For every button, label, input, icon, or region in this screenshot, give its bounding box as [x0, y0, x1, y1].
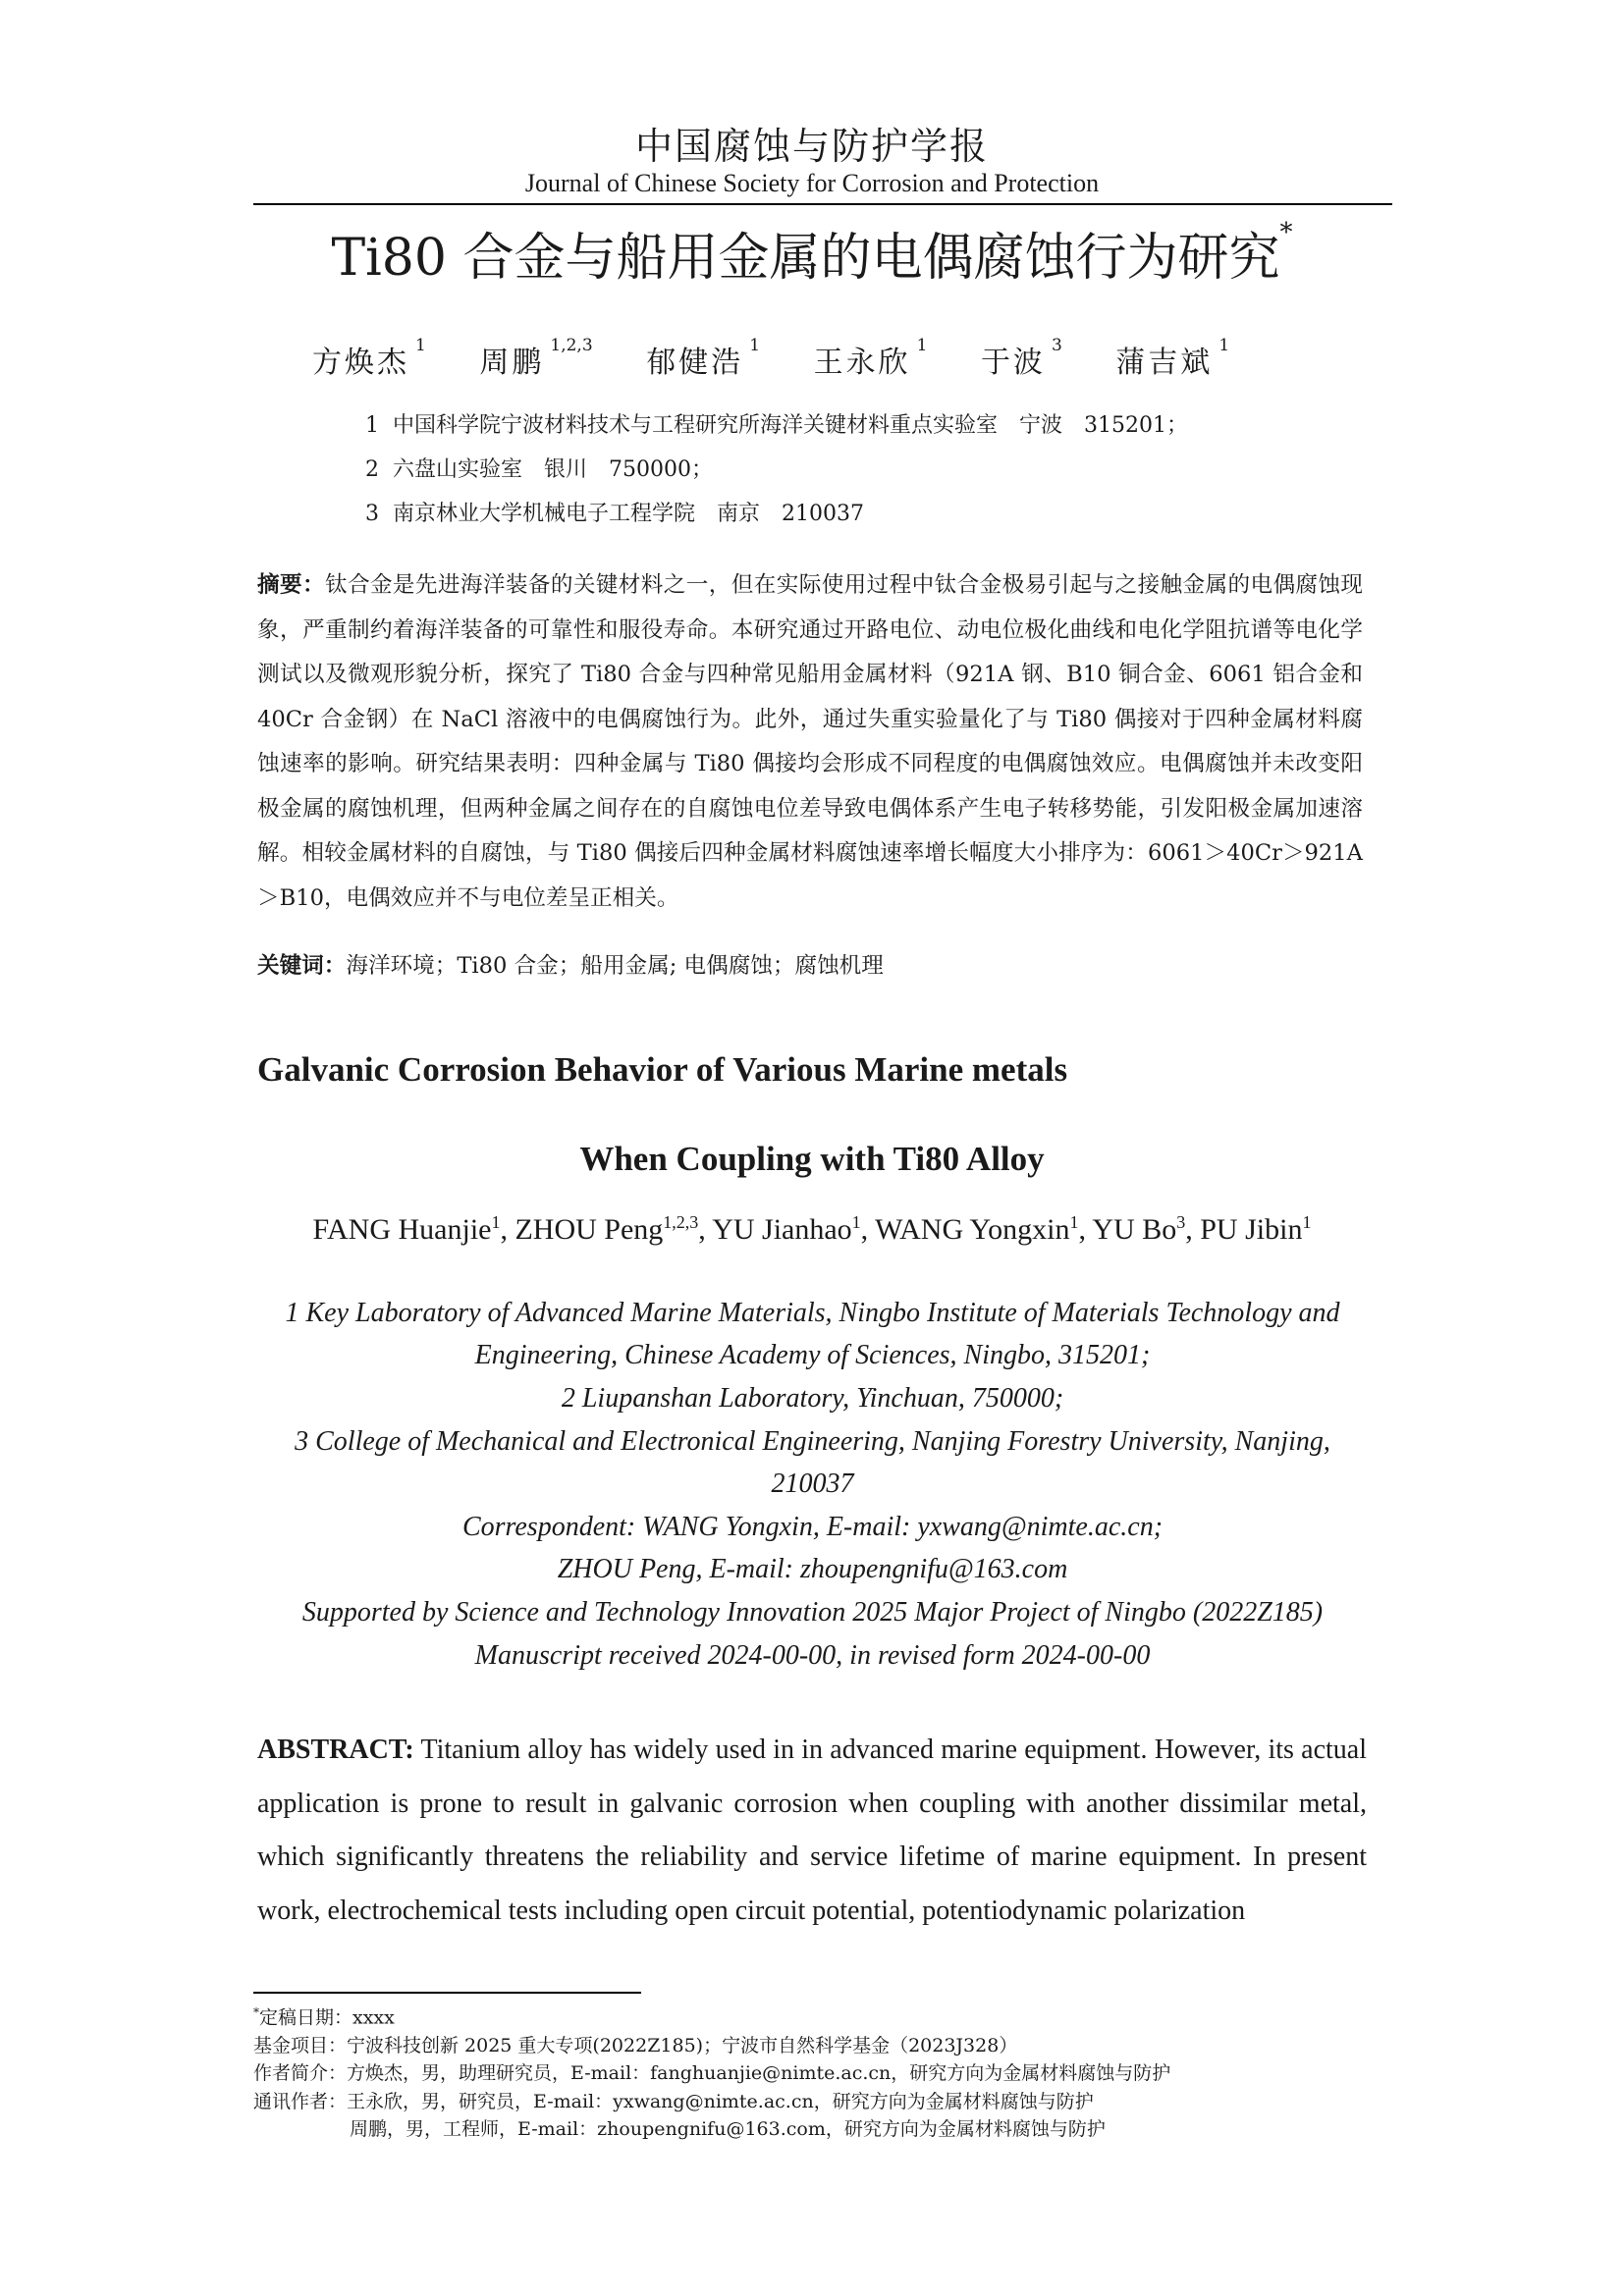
- author-en: [313, 1213, 501, 1246]
- affiliation-cn: [365, 497, 864, 527]
- footnote-fund: 基金项目：宁波科技创新 2025 重大专项(2022Z185)；宁波市自然科学基金（2023J328）: [253, 2034, 1018, 2056]
- author-cn: [980, 336, 1062, 380]
- keywords-cn: [257, 948, 884, 980]
- paper-title-en-line2: When Coupling with Ti80 Alloy: [579, 1140, 1045, 1178]
- author-affiliation-mark: 1: [491, 1212, 501, 1232]
- footnote-correspondent-1: 通讯作者：王永欣，男，研究员，E-mail：yxwang@nimte.ac.cn，研究方向为金属材料腐蚀与防护: [253, 2090, 1094, 2112]
- author-affiliation-mark: 3: [1051, 336, 1062, 355]
- funding-statement: Supported by Science and Technology Innovation 2025 Major Project of Ningbo (2022Z185): [301, 1597, 1324, 1628]
- author-en: [712, 1213, 860, 1246]
- author-affiliation-mark: 3: [1176, 1212, 1186, 1232]
- author-affiliation-mark: 1: [916, 336, 928, 355]
- abstract-cn: [257, 563, 1363, 921]
- abstract-en: [257, 1724, 1367, 1938]
- author-affiliation-mark: 1: [415, 336, 426, 355]
- author-affiliation-mark: 1,2,3: [550, 336, 593, 355]
- author-cn: [479, 336, 593, 380]
- author-cn: [1115, 336, 1230, 380]
- author-en: [875, 1213, 1078, 1246]
- affiliation-number: 2: [365, 457, 379, 482]
- manuscript-dates: Manuscript received 2024-00-00, in revised form 2024-00-00: [474, 1640, 1151, 1671]
- title-cn-text: Ti80 合金与船用金属的电偶腐蚀行为研究: [331, 229, 1280, 288]
- footnote-correspondent-2: 周鹏，男，工程师，E-mail：zhoupengnifu@163.com，研究方向为金属材料腐蚀与防护: [350, 2118, 1106, 2141]
- author-name: 王永欣: [813, 346, 911, 380]
- abstract-cn-label: 摘要：: [257, 572, 325, 598]
- footnotes: [253, 1999, 1170, 2144]
- author-affiliation-mark: 1,2,3: [663, 1212, 699, 1232]
- affiliation-text: 六盘山实验室 银川 750000；: [393, 457, 713, 482]
- affiliation-en-3a: 3 College of Mechanical and Electronical Engineering, Nanjing Forestry University, Nanjing,: [295, 1426, 1330, 1457]
- title-footnote-mark: *: [1279, 218, 1293, 247]
- affiliation-cn: [365, 453, 713, 483]
- author-affiliation-mark: 1: [1218, 336, 1230, 355]
- author-cn: [813, 336, 928, 380]
- author-name: YU Bo: [1092, 1213, 1177, 1246]
- footnote-author-intro: 作者简介：方焕杰，男，助理研究员，E-mail：fanghuanjie@nimte.ac.cn，研究方向为金属材料腐蚀与防护: [253, 2062, 1171, 2085]
- abstract-cn-text: 钛合金是先进海洋装备的关键材料之一，但在实际使用过程中钛合金极易引起与之接触金属的电偶腐蚀现象，严重制约着海洋装备的可靠性和服役寿命。本研究通过开路电位、动电位极化曲线和电化学阻抗谱等电化学测试以及微观形貌分析，探究了 Ti80 合金与四种常见船用金属材料（921A 钢、B10 铜合金、6061 铝合金和 40Cr 合金钢）在 NaCl 溶液中的电偶腐蚀行为。此外，通过失重实验量化了与 Ti80 偶接对于四种金属材料腐蚀速率的影响。研究结果表明：四种金属与 Ti80 偶接均会形成不同程度的电偶腐蚀效应。电偶腐蚀并未改变阳极金属的腐蚀机理，但两种金属之间存在的自腐蚀电位差导致电偶体系产生电子转移势能，引发阳极金属加速溶解。相较金属材料的自腐蚀，与 Ti80 偶接后四种金属材料腐蚀速率增长幅度大小排序为：6061＞40Cr＞921A＞B10，电偶效应并不与电位差呈正相关。: [257, 572, 1364, 911]
- author-name: 方焕杰: [312, 346, 409, 380]
- correspondent-line-2: ZHOU Peng, E-mail: zhoupengnifu@163.com: [557, 1554, 1068, 1584]
- footnote-date-text: 定稿日期：xxxx: [259, 2006, 395, 2029]
- keywords-cn-label: 关键词：: [257, 953, 347, 979]
- affiliation-number: 1: [365, 413, 379, 438]
- affiliation-text: 中国科学院宁波材料技术与工程研究所海洋关键材料重点实验室 宁波 315201；: [393, 413, 1188, 438]
- author-affiliation-mark: 1: [749, 336, 761, 355]
- author-name: WANG Yongxin: [875, 1213, 1070, 1246]
- author-name: 蒲吉斌: [1115, 346, 1214, 380]
- author-name: 郁健浩: [646, 346, 744, 380]
- header-rule: [253, 203, 1392, 205]
- author-name: PU Jibin: [1200, 1213, 1303, 1246]
- author-cn: [312, 336, 426, 380]
- authors-en: FANG Huanjie$^1$, ZHOU Peng$^{1,2,3}$, YU Jianhao$^1$, WANG Yongxin$^1$, YU Bo$^3$, PU Jibin$^1$: [312, 1212, 1312, 1246]
- footnote-rule: [253, 1992, 641, 1994]
- author-en: [514, 1213, 698, 1246]
- keywords-cn-text: 海洋环境；Ti80 合金；船用金属; 电偶腐蚀；腐蚀机理: [346, 953, 884, 979]
- paper-title-cn: [0, 216, 1624, 290]
- correspondent-line-1: Correspondent: WANG Yongxin, E-mail: yxwang@nimte.ac.cn;: [461, 1512, 1164, 1542]
- author-name: 周鹏: [479, 346, 545, 380]
- paper-title-en-line1: Galvanic Corrosion Behavior of Various Marine metals: [257, 1050, 1068, 1089]
- author-name: FANG Huanjie: [312, 1213, 492, 1246]
- author-en: [1092, 1213, 1185, 1246]
- journal-name-cn: 中国腐蚀与防护学报: [634, 125, 989, 168]
- affiliation-cn: [365, 408, 1188, 439]
- affiliation-en-1b: Engineering, Chinese Academy of Sciences, Ningbo, 315201;: [474, 1340, 1151, 1370]
- author-name: YU Jianhao: [712, 1213, 852, 1246]
- author-name: ZHOU Peng: [514, 1213, 664, 1246]
- footnote-date: [253, 1999, 1170, 2032]
- author-affiliation-mark: 1: [851, 1212, 861, 1232]
- author-affiliation-mark: 1: [1302, 1212, 1312, 1232]
- author-cn: [646, 336, 761, 380]
- author-name: 于波: [980, 346, 1046, 380]
- abstract-en-label: ABSTRACT:: [257, 1735, 414, 1765]
- author-en: [1200, 1213, 1311, 1246]
- affiliation-en-1a: 1 Key Laboratory of Advanced Marine Materials, Ningbo Institute of Materials Technology and: [285, 1298, 1340, 1328]
- affiliation-en-2: 2 Liupanshan Laboratory, Yinchuan, 750000;: [561, 1383, 1064, 1414]
- abstract-en-text: Titanium alloy has widely used in in advanced marine equipment. However, its actual application is prone to result in galvanic corrosion when coupling with another dissimilar metal, which significantly threatens the reliability and service lifetime of marine equipment. In present work, electrochemical tests including open circuit potential, potentiodynamic polarization: [257, 1735, 1367, 1926]
- affiliation-number: 3: [365, 502, 379, 526]
- author-affiliation-mark: 1: [1069, 1212, 1079, 1232]
- affiliation-en-3b: 210037: [771, 1468, 854, 1499]
- affiliation-text: 南京林业大学机械电子工程学院 南京 210037: [393, 502, 864, 526]
- authors-cn: [312, 338, 1271, 381]
- footnote-mark: *: [253, 2005, 259, 2019]
- journal-name-en: Journal of Chinese Society for Corrosion and Protection: [524, 169, 1100, 197]
